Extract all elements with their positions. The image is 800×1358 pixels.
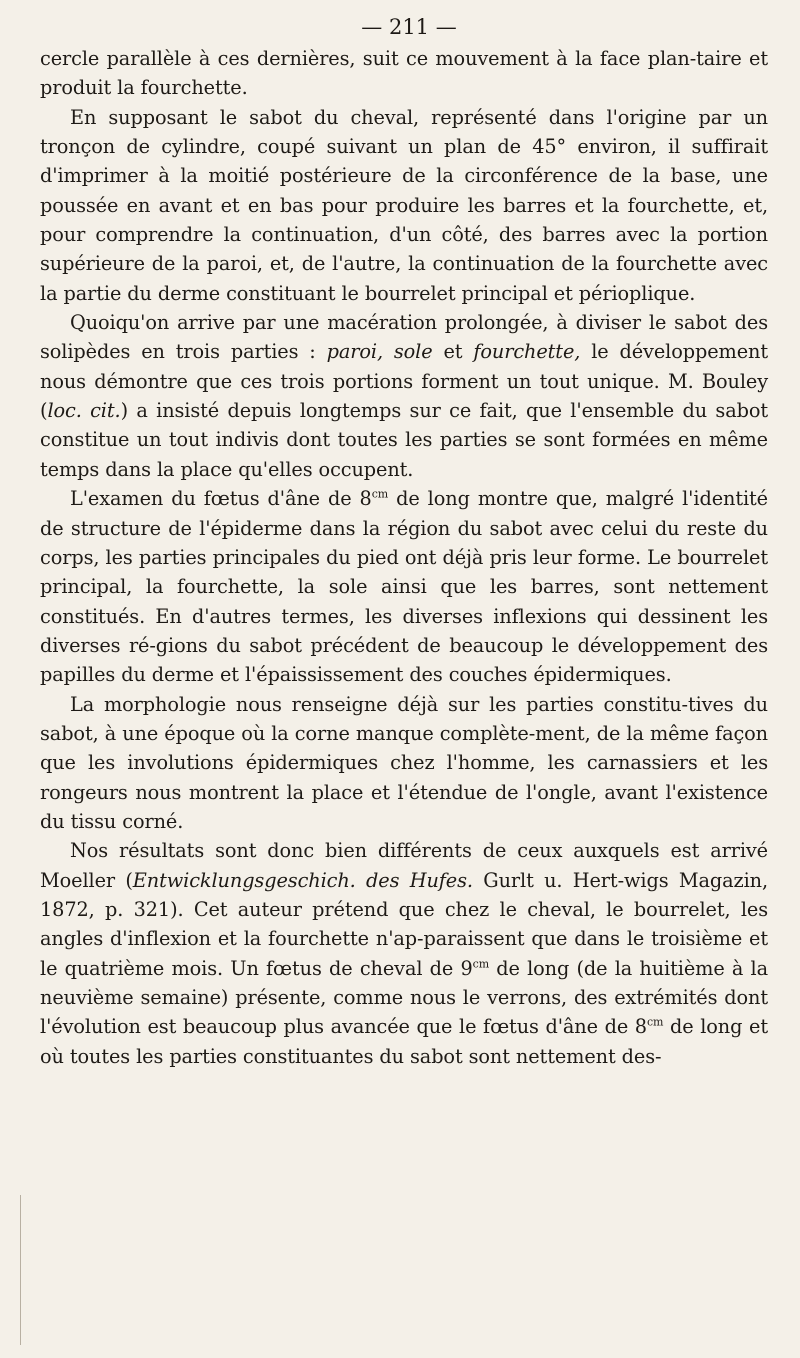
- paragraph: [40, 484, 768, 689]
- superscript-unit: cm: [371, 487, 389, 501]
- text-run: L'examen du fœtus d'âne de 8: [70, 487, 372, 511]
- text-run: de long (de la huitième à la neuvième semaine) présente, comme nous le verrons, des extrémités dont l'évolution est beaucoup plus avancée que le fœtus d'âne de 8: [40, 956, 768, 1039]
- text-run: Quoiqu'on arrive par une macération prolongée, à diviser le sabot des solipèdes en trois parties :: [40, 311, 768, 364]
- paragraph: [40, 690, 768, 837]
- page-number: — 211 —: [361, 15, 457, 39]
- text-run: Nos résultats sont donc bien différents de ceux auxquels est arrivé Moeller (: [40, 839, 768, 892]
- paragraph: [40, 44, 768, 103]
- italic-text: Entwicklungsgeschich. des Hufes.: [132, 868, 473, 892]
- text-run: de long montre que, malgré l'identité de structure de l'épiderme dans la région du sabot avec celui du reste du corps, les parties principales du pied ont déjà pris leur forme. Le bourrelet principal, la fourchette, la sole ainsi que les barres, sont nettement constitués. En d'autres termes, les diverses inflexions qui dessinent les diverses ré-gions du sabot précédent de beaucoup le développement des papilles du derme et l'épaississement des couches épidermiques.: [40, 487, 768, 687]
- italic-text: paroi, sole: [326, 340, 433, 364]
- paragraph: [40, 103, 768, 308]
- text-run: et: [432, 340, 474, 364]
- paragraph: [40, 308, 768, 484]
- paragraph: [40, 836, 768, 1071]
- text-run: Gurlt u. Hert-wigs Magazin, 1872, p. 321). Cet auteur prétend que chez le cheval, le bourrelet, les angles d'inflexion et la fourchette n'ap-paraissent que dans le troisième et le quatrième mois. Un fœtus de cheval de 9: [40, 868, 768, 980]
- page-edge-shadow: [20, 1195, 21, 1345]
- text-run: le développement nous démontre que ces trois portions forment un tout unique. M. Bouley (: [40, 340, 768, 423]
- text-run: de long et où toutes les parties constituantes du sabot sont nettement des-: [40, 1015, 768, 1068]
- superscript-unit: cm: [472, 957, 490, 971]
- text-run: cercle parallèle à ces dernières, suit ce mouvement à la face plan-taire et produit la fourchette.: [40, 47, 768, 100]
- superscript-unit: cm: [646, 1015, 664, 1029]
- text-run: ) a insisté depuis longtemps sur ce fait, que l'ensemble du sabot constitue un tout indivis dont toutes les parties se sont formées en même temps dans la place qu'elles occupent.: [40, 399, 768, 481]
- text-run: En supposant le sabot du cheval, représenté dans l'origine par un tronçon de cylindre, coupé suivant un plan de 45° environ, il suffirait d'imprimer à la moitié postérieure de la circonférence de la base, une poussée en avant et en bas pour produire les barres et la fourchette, et, pour comprendre la continuation, d'un côté, des barres avec la portion supérieure de la paroi, et, de l'autre, la continuation de la fourchette avec la partie du derme constituant le bourrelet principal et périoplique.: [40, 105, 768, 305]
- italic-text: fourchette,: [473, 340, 581, 364]
- italic-text: loc. cit.: [47, 399, 121, 423]
- text-run: La morphologie nous renseigne déjà sur les parties constitu-tives du sabot, à une époque où la corne manque complète-ment, de la même façon que les involutions épidermiques chez l'homme, les carnassiers et les rongeurs nous montrent la place et l'étendue de l'ongle, avant l'existence du tissu corné.: [40, 692, 768, 833]
- body-text: [40, 44, 768, 1071]
